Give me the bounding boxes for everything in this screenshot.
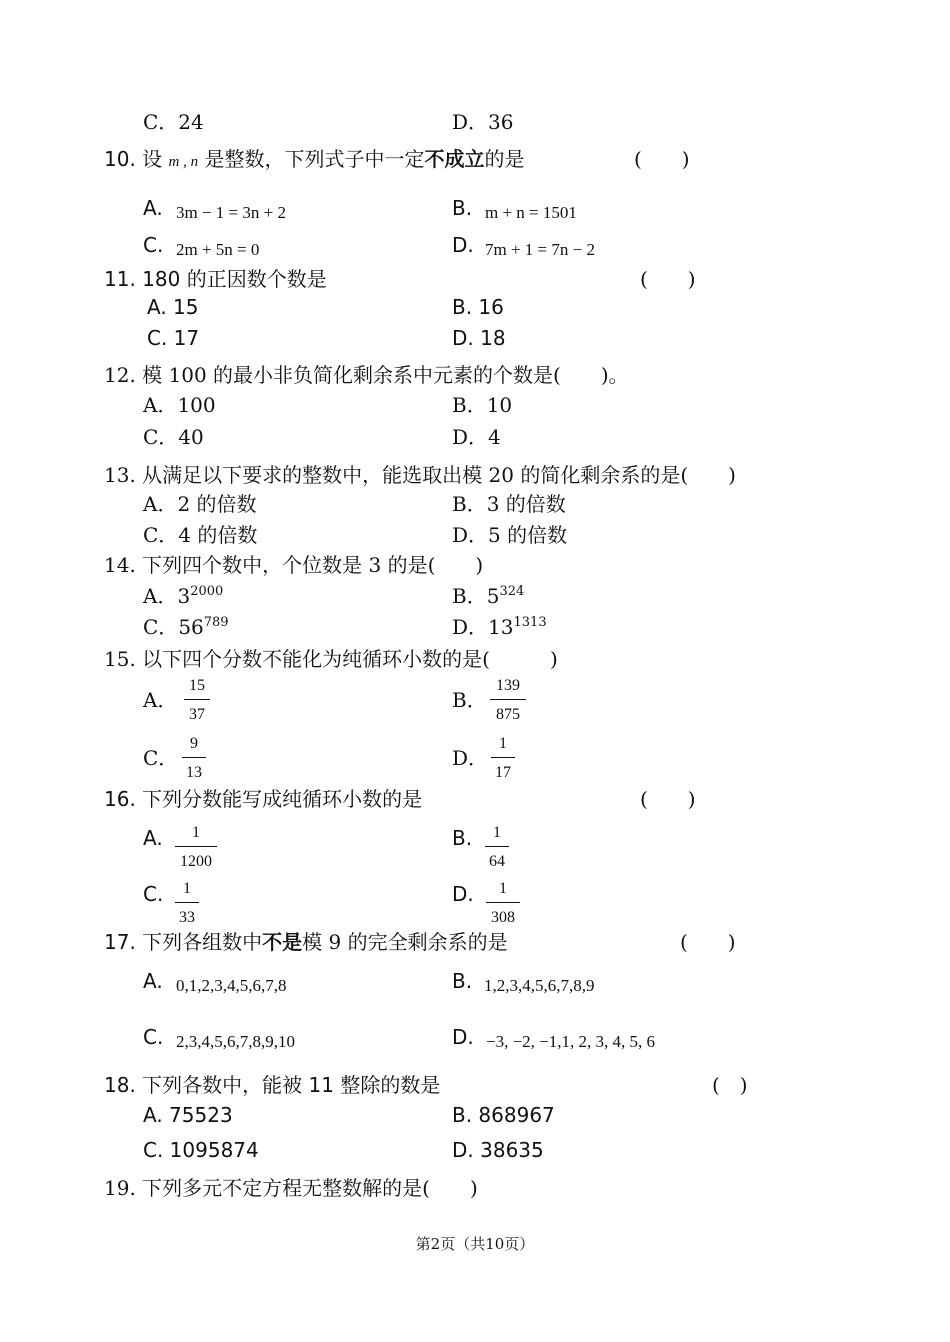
q15-option-b-numerator: 139 <box>496 677 520 694</box>
q15-text: 以下四个分数不能化为纯循环小数的是( ) <box>142 647 558 671</box>
q18-number: 18. <box>104 1073 136 1097</box>
q14-option-b-base: 5 <box>486 584 500 608</box>
q16-option-d-numerator: 1 <box>499 880 507 897</box>
q11-option-d: D. 18 <box>452 326 506 350</box>
q15-option-d-numerator: 1 <box>499 735 507 752</box>
q18-option-a: A. 75523 <box>143 1103 233 1127</box>
q14-option-a-exp: 2000 <box>190 584 224 599</box>
q15-stem <box>104 643 558 672</box>
q11-option-b: B. 16 <box>452 295 504 319</box>
q19-stem <box>104 1172 478 1201</box>
q15-option-d-fraction <box>491 735 515 782</box>
q12-number: 12. <box>104 363 136 387</box>
q12-option-a: A．100 <box>143 393 216 417</box>
q16-text: 下列分数能写成纯循环小数的是 <box>142 787 423 811</box>
q17-option-c-set: 2,3,4,5,6,7,8,9,10 <box>176 1032 295 1051</box>
q16-option-a-numerator: 1 <box>192 824 200 841</box>
q14-option-b-exp: 324 <box>499 584 525 599</box>
q15-option-a-numerator: 15 <box>189 677 205 694</box>
q16-option-c-fraction <box>175 880 199 927</box>
q10-text-bold: 不成立 <box>424 147 485 171</box>
q10-number: 10. <box>104 147 136 171</box>
q12-option-d: D．4 <box>452 425 501 449</box>
q11-stem <box>104 263 327 292</box>
q13-number: 13. <box>104 463 136 487</box>
q10-option-d-expr: 7m + 1 = 7n − 2 <box>485 240 595 259</box>
q17-answer-paren: ( ) <box>680 930 736 954</box>
q10-answer-paren: ( ) <box>634 147 690 171</box>
q14-option-c-base: 56 <box>178 615 204 639</box>
q14-option-d-exp: 1313 <box>513 615 547 630</box>
q10-option-c-label: C. <box>143 233 164 257</box>
q17-text-post: 模 9 的完全剩余系的是 <box>302 930 508 954</box>
q18-answer-paren: ( ) <box>712 1073 748 1097</box>
q16-option-a-label: A. <box>143 826 163 850</box>
q13-stem <box>104 459 736 488</box>
q10-option-b-label: B. <box>452 196 473 220</box>
q17-option-b-set: 1,2,3,4,5,6,7,8,9 <box>484 976 595 995</box>
q10-text-post: 的是 <box>484 147 525 171</box>
q10-text-mid: 是整数，下列式子中一定 <box>204 147 425 171</box>
fraction-bar <box>175 902 199 903</box>
q14-option-b-label: B． <box>452 584 487 608</box>
q16-option-c-numerator: 1 <box>183 880 191 897</box>
q17-number: 17. <box>104 930 136 954</box>
q17-option-d-label: D. <box>452 1025 474 1049</box>
q16-option-a-fraction <box>175 824 217 871</box>
q17-option-c-label: C. <box>143 1025 164 1049</box>
q15-option-a-denominator: 37 <box>189 706 205 723</box>
q11-answer-paren: ( ) <box>640 267 696 291</box>
q16-option-d-label: D. <box>452 882 474 906</box>
fraction-bar <box>184 699 210 700</box>
q12-option-b: B．10 <box>452 393 513 417</box>
q15-option-b-label: B． <box>452 688 487 712</box>
q12-text: 模 100 的最小非负简化剩余系中元素的个数是( )。 <box>142 363 629 387</box>
q10-option-d-label: D. <box>452 233 474 257</box>
q13-option-a: A．2 的倍数 <box>143 492 257 516</box>
q16-number: 16. <box>104 787 136 811</box>
q15-option-c-label: C． <box>143 746 179 770</box>
q11-option-c: C. 17 <box>147 326 200 350</box>
q9-option-c: C．24 <box>143 110 204 134</box>
q16-option-c-denominator: 33 <box>179 909 195 926</box>
q18-option-b: B. 868967 <box>452 1103 555 1127</box>
q14-option-b <box>452 580 524 609</box>
q17-text-bold: 不是 <box>262 930 303 954</box>
q14-option-d-base: 13 <box>488 615 514 639</box>
q17-option-d-set: −3, −2, −1,1, 2, 3, 4, 5, 6 <box>486 1032 656 1051</box>
fraction-bar <box>490 699 526 700</box>
q10-option-a-label: A. <box>143 196 163 220</box>
q17-option-a-label: A. <box>143 969 163 993</box>
q11-text: 180 的正因数个数是 <box>142 267 327 291</box>
q15-option-a-fraction <box>184 677 210 724</box>
q10-stem <box>104 143 524 172</box>
q17-text-pre: 下列各组数中 <box>142 930 263 954</box>
q15-option-c-numerator: 9 <box>190 735 198 752</box>
fraction-bar <box>491 757 515 758</box>
q13-option-d: D．5 的倍数 <box>452 523 568 547</box>
q19-number: 19. <box>104 1176 136 1200</box>
q16-option-b-label: B. <box>452 826 473 850</box>
q14-option-c-label: C． <box>143 615 179 639</box>
q14-option-a <box>143 580 223 609</box>
q15-option-c-fraction <box>182 735 206 782</box>
q17-option-a-set: 0,1,2,3,4,5,6,7,8 <box>176 976 287 995</box>
q13-option-c: C．4 的倍数 <box>143 523 258 547</box>
q10-option-c-expr: 2m + 5n = 0 <box>176 240 260 259</box>
q16-option-d-fraction <box>486 880 520 927</box>
q13-text: 从满足以下要求的整数中，能选取出模 20 的简化剩余系的是( ) <box>142 463 736 487</box>
q14-option-d-label: D． <box>452 615 489 639</box>
q15-number: 15. <box>104 647 136 671</box>
q15-option-c-denominator: 13 <box>186 764 202 781</box>
q14-stem <box>104 549 483 578</box>
q16-option-d-denominator: 308 <box>491 909 515 926</box>
q11-number: 11. <box>104 267 136 291</box>
q14-option-c <box>143 611 229 640</box>
fraction-bar <box>486 902 520 903</box>
q12-stem <box>104 359 629 388</box>
q18-option-d: D. 38635 <box>452 1138 544 1162</box>
q10-option-b-expr: m + n = 1501 <box>485 203 577 222</box>
q14-number: 14. <box>104 553 136 577</box>
q16-option-c-label: C. <box>143 882 164 906</box>
q10-text-pre: 设 <box>142 147 163 171</box>
q15-option-a-label: A． <box>143 688 178 712</box>
q15-option-b-fraction <box>490 677 526 724</box>
q14-option-a-label: A． <box>143 584 178 608</box>
q18-option-c: C. 1095874 <box>143 1138 259 1162</box>
q17-option-b-label: B. <box>452 969 473 993</box>
q19-text: 下列多元不定方程无整数解的是( ) <box>142 1176 478 1200</box>
q16-answer-paren: ( ) <box>640 787 696 811</box>
q18-stem <box>104 1069 440 1098</box>
q10-option-a-expr: 3m − 1 = 3n + 2 <box>176 203 286 222</box>
q14-text: 下列四个数中，个位数是 3 的是( ) <box>142 553 484 577</box>
q9-option-d: D．36 <box>452 110 514 134</box>
q17-stem <box>104 926 508 955</box>
q13-option-b: B．3 的倍数 <box>452 492 566 516</box>
q16-option-b-denominator: 64 <box>489 853 505 870</box>
q15-option-b-denominator: 875 <box>496 706 520 723</box>
q14-option-c-exp: 789 <box>203 615 229 630</box>
q16-stem <box>104 783 422 812</box>
q15-option-d-label: D． <box>452 746 489 770</box>
q11-option-a: A. 15 <box>147 295 199 319</box>
fraction-bar <box>175 846 217 847</box>
q14-option-a-base: 3 <box>177 584 191 608</box>
q14-option-d <box>452 611 547 640</box>
fraction-bar <box>485 846 509 847</box>
q15-option-d-denominator: 17 <box>495 764 511 781</box>
q18-text: 下列各数中，能被 11 整除的数是 <box>142 1073 441 1097</box>
page-footer: 第2页（共10页） <box>415 1235 535 1253</box>
q16-option-b-fraction <box>485 824 509 871</box>
q16-option-a-denominator: 1200 <box>180 853 212 870</box>
q10-vars: m , n <box>168 154 199 170</box>
q16-option-b-numerator: 1 <box>493 824 501 841</box>
q12-option-c: C．40 <box>143 425 204 449</box>
fraction-bar <box>182 757 206 758</box>
